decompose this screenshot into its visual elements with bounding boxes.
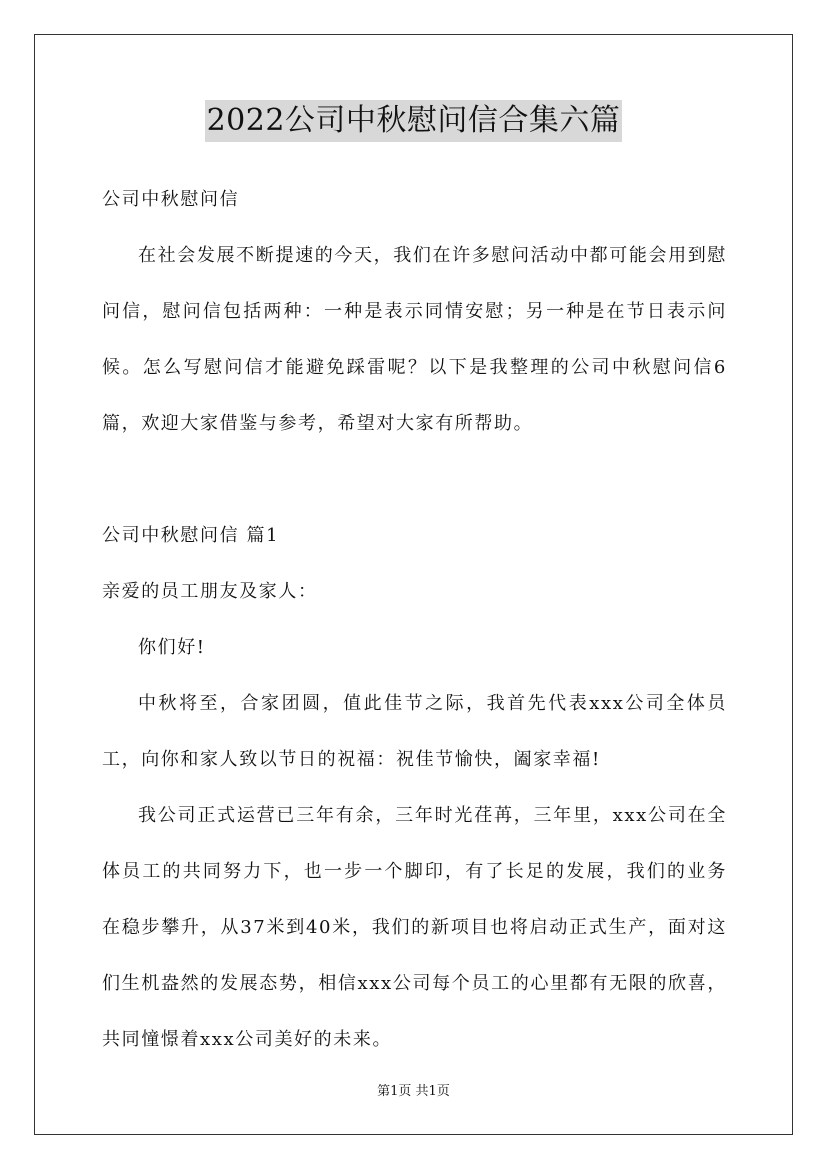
- document-body: [102, 172, 727, 1068]
- salutation: 亲爱的员工朋友及家人：: [102, 581, 318, 602]
- page-number: 第1页 共1页: [377, 1084, 450, 1099]
- intro-paragraph: 在社会发展不断提速的今天，我们在许多慰问活动中都可能会用到慰问信，慰问信包括两种：一种是表示同情安慰；另一种是在节日表示问候。怎么写慰问信才能避免踩雷呢？以下是我整理的公司中秋慰问信6篇，欢迎大家借鉴与参考，希望对大家有所帮助。: [102, 245, 727, 434]
- paragraph-spacer: [102, 452, 727, 508]
- chapter-heading: 公司中秋慰问信 篇1: [102, 525, 280, 546]
- document-title: 2022公司中秋慰问信合集六篇: [205, 100, 623, 142]
- section-heading: 公司中秋慰问信: [102, 189, 240, 210]
- title-container: [0, 100, 827, 142]
- page-footer: [0, 1082, 827, 1102]
- body-paragraph-2: 我公司正式运营已三年有余，三年时光荏苒，三年里，xxx公司在全体员工的共同努力下，也一步一个脚印，有了长足的发展，我们的业务在稳步攀升，从37米到40米，我们的新项目也将启动正式生产，面对这们生机盎然的发展态势，相信xxx公司每个员工的心里都有无限的欣喜，共同憧憬着xxx公司美好的未来。: [102, 805, 727, 1050]
- body-paragraph-1: 中秋将至，合家团圆，值此佳节之际，我首先代表xxx公司全体员工，向你和家人致以节日的祝福：祝佳节愉快，阖家幸福!: [102, 693, 727, 770]
- greeting: 你们好!: [138, 637, 206, 658]
